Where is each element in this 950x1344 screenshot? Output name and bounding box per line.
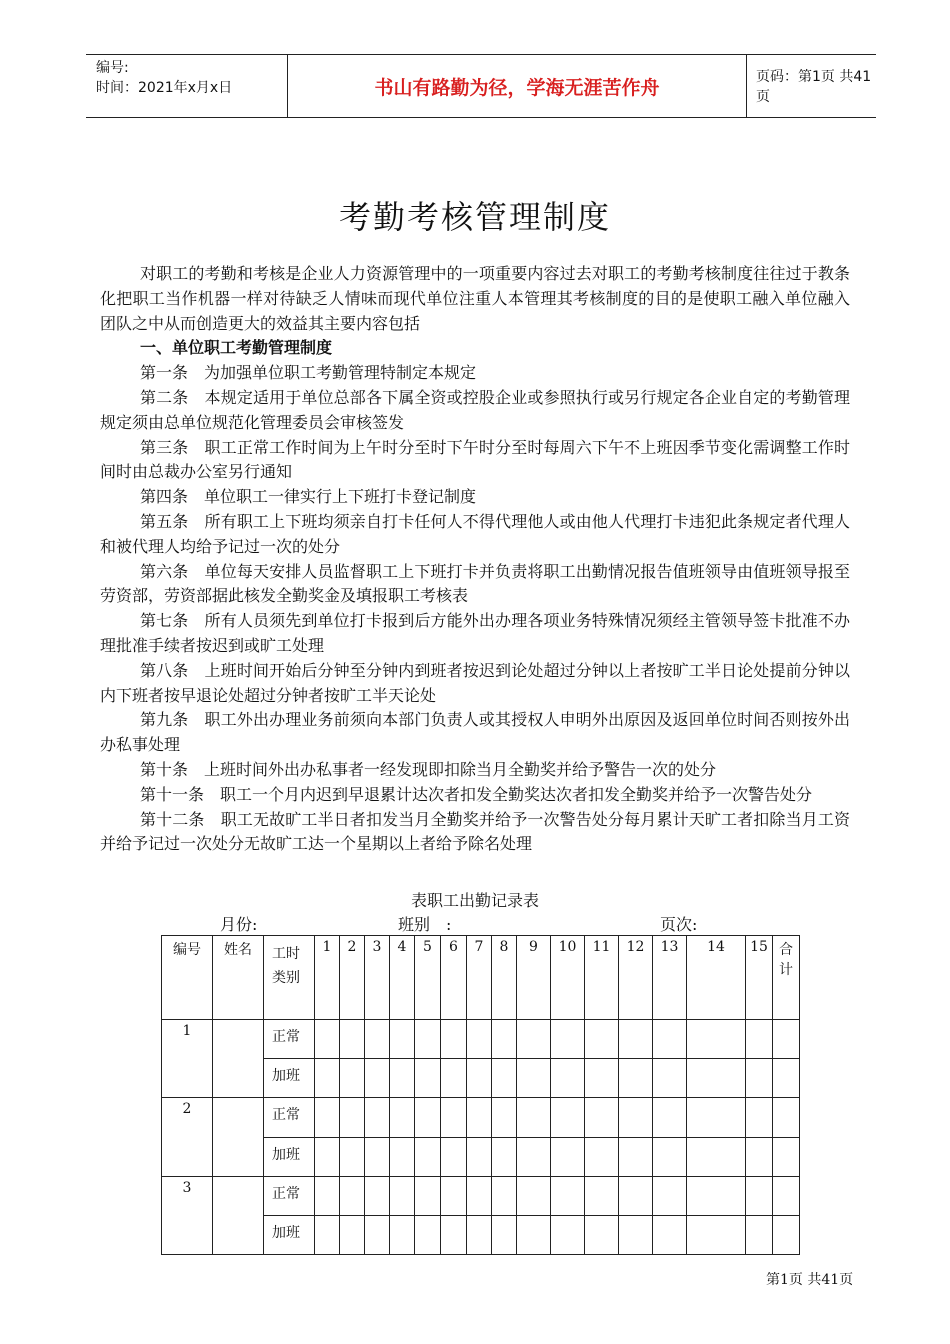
day-cell <box>585 1098 619 1137</box>
day-cell <box>619 1137 653 1176</box>
day-cell <box>746 1020 773 1059</box>
day-cell <box>340 1176 365 1215</box>
serial-number-label: 编号: <box>96 60 129 76</box>
day-cell <box>517 1059 551 1098</box>
day-cell <box>551 1215 585 1254</box>
day-cell <box>619 1020 653 1059</box>
day-cell <box>390 1137 415 1176</box>
paragraph: 第九条 职工外出办理业务前须向本部门负责人或其授权人申明外出原因及返回单位时间否则按外出办私事处理 <box>100 710 850 755</box>
day-cell <box>653 1059 687 1098</box>
day-cell <box>746 1137 773 1176</box>
day-cell <box>551 1020 585 1059</box>
day-cell <box>441 1215 467 1254</box>
row-hour-type: 正常 <box>264 1176 315 1215</box>
paragraph: 第八条 上班时间开始后分钟至分钟内到班者按迟到论处超过分钟以上者按旷工半日论处提前分钟以内下班者按早退论处超过分钟者按旷工半天论处 <box>100 660 850 705</box>
page-number-label: 页次: <box>660 915 698 934</box>
document-title: 考勤考核管理制度 <box>338 198 611 236</box>
paragraph: 第一条 为加强单位职工考勤管理特制定本规定 <box>140 363 477 383</box>
day-cell <box>746 1059 773 1098</box>
day-cell <box>390 1176 415 1215</box>
row-hour-type: 加班 <box>264 1215 315 1254</box>
day-cell <box>687 1059 746 1098</box>
day-cell <box>315 1176 340 1215</box>
day-cell <box>517 1215 551 1254</box>
row-name <box>213 1020 264 1098</box>
paragraph: 第二条 本规定适用于单位总部各下属全资或控股企业或参照执行或另行规定各企业自定的考勤管理规定须由总单位规范化管理委员会审核签发 <box>100 387 850 432</box>
paragraph: 第十一条 职工一个月内迟到早退累计达次者扣发全勤奖达次者扣发全勤奖并给予一次警告处分 <box>140 784 813 804</box>
document-body <box>100 262 850 857</box>
day-cell <box>492 1137 517 1176</box>
row-hour-type: 加班 <box>264 1137 315 1176</box>
shift-label: 班别 : <box>398 915 452 934</box>
table-row <box>162 1098 800 1137</box>
row-id: 3 <box>162 1176 213 1254</box>
day-cell <box>390 1215 415 1254</box>
row-hour-type: 加班 <box>264 1059 315 1098</box>
page-footer: 第1页 共41页 <box>766 1272 854 1288</box>
header-day: 14 <box>687 936 746 1020</box>
day-cell <box>365 1137 390 1176</box>
day-cell <box>467 1137 492 1176</box>
day-cell <box>365 1176 390 1215</box>
day-cell <box>517 1020 551 1059</box>
time-label: 时间：2021年x月x日 <box>96 80 233 96</box>
section-heading: 一、单位职工考勤管理制度 <box>140 338 333 358</box>
day-cell <box>551 1176 585 1215</box>
day-cell <box>687 1137 746 1176</box>
day-cell <box>773 1137 800 1176</box>
paragraph: 第四条 单位职工一律实行上下班打卡登记制度 <box>140 487 477 507</box>
day-cell <box>340 1098 365 1137</box>
day-cell <box>315 1059 340 1098</box>
day-cell <box>687 1098 746 1137</box>
day-cell <box>619 1215 653 1254</box>
day-cell <box>415 1215 441 1254</box>
day-cell <box>517 1176 551 1215</box>
header-day: 13 <box>653 936 687 1020</box>
day-cell <box>467 1215 492 1254</box>
day-cell <box>340 1020 365 1059</box>
day-cell <box>467 1020 492 1059</box>
day-cell <box>585 1059 619 1098</box>
day-cell <box>441 1059 467 1098</box>
day-cell <box>585 1020 619 1059</box>
day-cell <box>653 1215 687 1254</box>
header-day: 3 <box>365 936 390 1020</box>
header-day: 12 <box>619 936 653 1020</box>
day-cell <box>415 1098 441 1137</box>
day-cell <box>492 1176 517 1215</box>
day-cell <box>746 1215 773 1254</box>
day-cell <box>773 1215 800 1254</box>
header-id: 编号 <box>162 936 213 1020</box>
day-cell <box>340 1059 365 1098</box>
header-name: 姓名 <box>213 936 264 1020</box>
header-day: 5 <box>415 936 441 1020</box>
row-hour-type: 正常 <box>264 1020 315 1059</box>
day-cell <box>653 1137 687 1176</box>
table-row <box>162 1020 800 1059</box>
table-row <box>162 1176 800 1215</box>
day-cell <box>315 1215 340 1254</box>
day-cell <box>619 1059 653 1098</box>
day-cell <box>467 1176 492 1215</box>
paragraph: 第十条 上班时间外出办私事者一经发现即扣除当月全勤奖并给予警告一次的处分 <box>140 759 717 779</box>
header-total: 合计 <box>773 936 800 1020</box>
day-cell <box>340 1137 365 1176</box>
header-day: 10 <box>551 936 585 1020</box>
header-day: 4 <box>390 936 415 1020</box>
day-cell <box>415 1137 441 1176</box>
day-cell <box>415 1059 441 1098</box>
day-cell <box>315 1020 340 1059</box>
day-cell <box>492 1098 517 1137</box>
day-cell <box>441 1137 467 1176</box>
day-cell <box>340 1215 365 1254</box>
day-cell <box>585 1215 619 1254</box>
header-hour-type-line: 类别 <box>272 970 300 986</box>
day-cell <box>467 1098 492 1137</box>
row-hour-type: 正常 <box>264 1098 315 1137</box>
header-motto: 书山有路勤为径，学海无涯苦作舟 <box>287 55 747 117</box>
month-label: 月份: <box>220 915 258 934</box>
day-cell <box>687 1176 746 1215</box>
day-cell <box>441 1176 467 1215</box>
table-header-row <box>162 936 800 1020</box>
header-meta <box>96 58 232 98</box>
day-cell <box>687 1215 746 1254</box>
day-cell <box>653 1176 687 1215</box>
header-day: 7 <box>467 936 492 1020</box>
header-day: 8 <box>492 936 517 1020</box>
paragraph: 第三条 职工正常工作时间为上午时分至时下午时分至时每周六下午不上班因季节变化需调整工作时间时由总裁办公室另行通知 <box>100 437 850 482</box>
row-id: 2 <box>162 1098 213 1176</box>
page-header <box>86 54 876 118</box>
row-name <box>213 1098 264 1176</box>
day-cell <box>619 1098 653 1137</box>
day-cell <box>773 1059 800 1098</box>
day-cell <box>551 1059 585 1098</box>
day-cell <box>653 1098 687 1137</box>
header-day: 15 <box>746 936 773 1020</box>
header-day: 6 <box>441 936 467 1020</box>
header-day: 2 <box>340 936 365 1020</box>
paragraph: 对职工的考勤和考核是企业人力资源管理中的一项重要内容过去对职工的考勤考核制度往往过于教条化把职工当作机器一样对待缺乏人情味而现代单位注重人本管理其考核制度的目的是使职工融入单位融入团队之中从而创造更大的效益其主要内容包括 <box>100 264 850 333</box>
day-cell <box>390 1059 415 1098</box>
paragraph: 第六条 单位每天安排人员监督职工上下班打卡并负责将职工出勤情况报告值班领导由值班领导报至劳资部，劳资部据此核发全勤奖金及填报职工考核表 <box>100 561 850 606</box>
day-cell <box>773 1098 800 1137</box>
header-day: 11 <box>585 936 619 1020</box>
header-hour-type <box>264 936 315 1020</box>
table-title: 表职工出勤记录表 <box>410 891 539 910</box>
day-cell <box>551 1137 585 1176</box>
header-day: 9 <box>517 936 551 1020</box>
paragraph: 第十二条 职工无故旷工半日者扣发当月全勤奖并给予一次警告处分每月累计天旷工者扣除当月工资并给予记过一次处分无故旷工达一个星期以上者给予除名处理 <box>100 809 850 854</box>
day-cell <box>746 1098 773 1137</box>
day-cell <box>585 1137 619 1176</box>
header-hour-type-line: 工时 <box>272 946 300 962</box>
day-cell <box>315 1137 340 1176</box>
day-cell <box>746 1176 773 1215</box>
day-cell <box>492 1059 517 1098</box>
header-page-info: 页码：第1页 共41页 <box>756 69 872 105</box>
day-cell <box>773 1176 800 1215</box>
day-cell <box>551 1098 585 1137</box>
paragraph: 第七条 所有人员须先到单位打卡报到后方能外出办理各项业务特殊情况须经主管领导签卡批准不办理批准手续者按迟到或旷工处理 <box>100 611 850 655</box>
day-cell <box>619 1176 653 1215</box>
row-name <box>213 1176 264 1254</box>
day-cell <box>390 1020 415 1059</box>
row-id: 1 <box>162 1020 213 1098</box>
day-cell <box>687 1020 746 1059</box>
day-cell <box>365 1215 390 1254</box>
day-cell <box>773 1020 800 1059</box>
day-cell <box>365 1098 390 1137</box>
attendance-table <box>161 935 800 1255</box>
day-cell <box>365 1059 390 1098</box>
day-cell <box>517 1098 551 1137</box>
day-cell <box>492 1215 517 1254</box>
day-cell <box>653 1020 687 1059</box>
day-cell <box>492 1020 517 1059</box>
day-cell <box>415 1176 441 1215</box>
header-day: 1 <box>315 936 340 1020</box>
day-cell <box>315 1098 340 1137</box>
day-cell <box>467 1059 492 1098</box>
day-cell <box>441 1020 467 1059</box>
day-cell <box>415 1020 441 1059</box>
day-cell <box>585 1176 619 1215</box>
day-cell <box>517 1137 551 1176</box>
paragraph: 第五条 所有职工上下班均须亲自打卡任何人不得代理他人或由他人代理打卡违犯此条规定者代理人和被代理人均给予记过一次的处分 <box>100 511 850 556</box>
day-cell <box>441 1098 467 1137</box>
day-cell <box>365 1020 390 1059</box>
day-cell <box>390 1098 415 1137</box>
